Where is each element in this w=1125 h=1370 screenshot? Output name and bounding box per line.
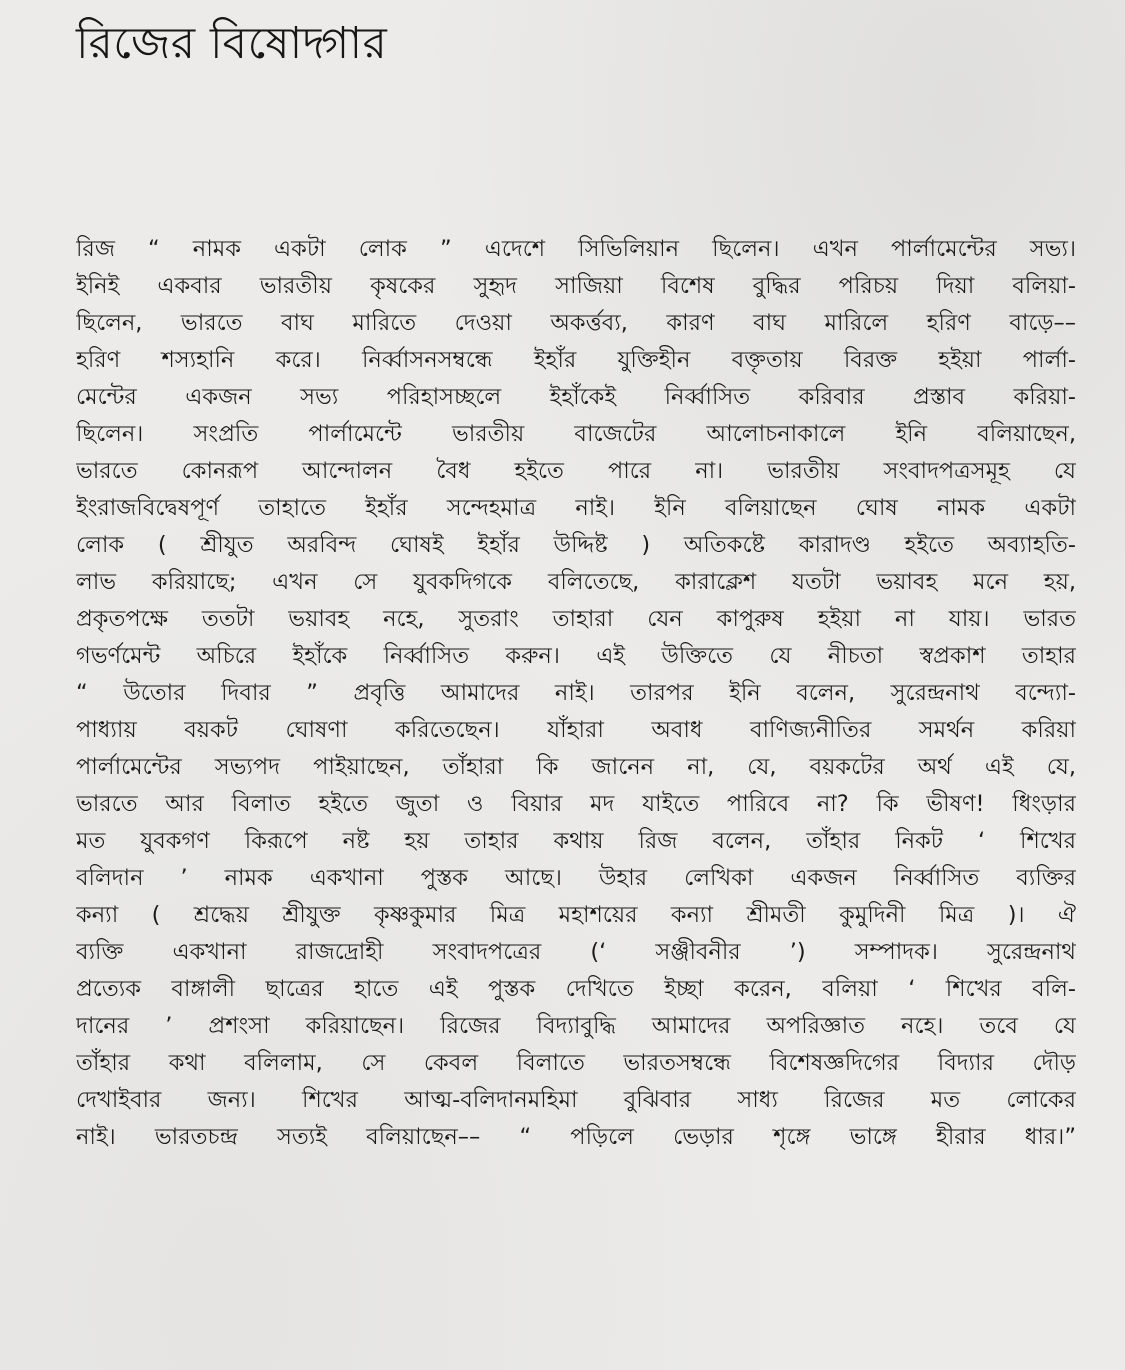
text-line: পাধ্যায় বয়কট ঘোষণা করিতেছেন। যাঁহারা অবাধ বাণিজ্যনীতির সমর্থন করিয়া — [76, 717, 1076, 743]
text-line: ব্যক্তি একখানা রাজদ্রোহী সংবাদপত্রের (‘ সঞ্জীবনীর ’) সম্পাদক। সুরেন্দ্রনাথ — [76, 939, 1076, 965]
text-line: মত যুবকগণ কিরূপে নষ্ট হয় তাহার কথায় রিজ বলেন, তাঁহার নিকট ‘ শিখের — [76, 828, 1076, 854]
page-title: রিজের বিষোদ্গার — [76, 18, 388, 69]
text-line: ইনিই একবার ভারতীয় কৃষকের সুহৃদ সাজিয়া বিশেষ বুদ্ধির পরিচয় দিয়া বলিয়া- — [76, 273, 1076, 299]
text-line: বলিদান ’ নামক একখানা পুস্তক আছে। উহার লেখিকা একজন নির্ব্বাসিত ব্যক্তির — [76, 865, 1076, 891]
text-line: তাঁহার কথা বলিলাম, সে কেবল বিলাতে ভারতসম্বন্ধে বিশেষজ্ঞদিগের বিদ্যার দৌড় — [76, 1050, 1076, 1076]
text-line: রিজ “ নামক একটা লোক ” এদেশে সিভিলিয়ান ছিলেন। এখন পার্লামেন্টের সভ্য। — [76, 236, 1076, 262]
text-line: কন্যা ( শ্রদ্ধেয় শ্রীযুক্ত কৃষ্ণকুমার মিত্র মহাশয়ের কন্যা শ্রীমতী কুমুদিনী মিত্র )। ঐ — [76, 902, 1076, 928]
text-line: পার্লামেন্টের সভ্যপদ পাইয়াছেন, তাঁহারা কি জানেন না, যে, বয়কটের অর্থ এই যে, — [76, 754, 1076, 780]
text-line: ভারতে কোনরূপ আন্দোলন বৈধ হইতে পারে না। ভারতীয় সংবাদপত্রসমূহ যে — [76, 458, 1076, 484]
text-line: দানের ’ প্রশংসা করিয়াছেন। রিজের বিদ্যাবুদ্ধি আমাদের অপরিজ্ঞাত নহে। তবে যে — [76, 1013, 1076, 1039]
text-line: ছিলেন, ভারতে বাঘ মারিতে দেওয়া অকর্ত্তব্য, কারণ বাঘ মারিলে হরিণ বাড়ে–– — [76, 310, 1076, 336]
body-text — [76, 231, 1076, 1156]
text-line: গভর্ণমেন্ট অচিরে ইহাঁকে নির্ব্বাসিত করুন। এই উক্তিতে যে নীচতা স্বপ্রকাশ তাহার — [76, 643, 1076, 669]
text-line: ভারতে আর বিলাত হইতে জুতা ও বিয়ার মদ যাইতে পারিবে না? কি ভীষণ! ধিংড়ার — [76, 791, 1076, 817]
text-line: প্রত্যেক বাঙ্গালী ছাত্রের হাতে এই পুস্তক দেখিতে ইচ্ছা করেন, বলিয়া ‘ শিখের বলি- — [76, 976, 1076, 1002]
text-line: দেখাইবার জন্য। শিখের আত্ম-বলিদানমহিমা বুঝিবার সাধ্য রিজের মত লোকের — [76, 1087, 1076, 1113]
text-line: ইংরাজবিদ্বেষপূর্ণ তাহাতে ইহাঁর সন্দেহমাত্র নাই। ইনি বলিয়াছেন ঘোষ নামক একটা — [76, 495, 1076, 521]
text-line: লোক ( শ্রীযুত অরবিন্দ ঘোষই ইহাঁর উদ্দিষ্ট ) অতিকষ্টে কারাদণ্ড হইতে অব্যাহতি- — [76, 532, 1076, 558]
text-line: ছিলেন। সংপ্রতি পার্লামেন্টে ভারতীয় বাজেটের আলোচনাকালে ইনি বলিয়াছেন, — [76, 421, 1076, 447]
text-line: মেন্টের একজন সভ্য পরিহাসচ্ছলে ইহাঁকেই নির্ব্বাসিত করিবার প্রস্তাব করিয়া- — [76, 384, 1076, 410]
text-line: “ উতোর দিবার ” প্রবৃত্তি আমাদের নাই। তারপর ইনি বলেন, সুরেন্দ্রনাথ বন্দ্যো- — [76, 680, 1076, 706]
text-line: হরিণ শস্যহানি করে। নির্ব্বাসনসম্বন্ধে ইহাঁর যুক্তিহীন বক্তৃতায় বিরক্ত হইয়া পার্লা- — [76, 347, 1076, 373]
text-line: প্রকৃতপক্ষে ততটা ভয়াবহ নহে, সুতরাং তাহারা যেন কাপুরুষ হইয়া না যায়। ভারত — [76, 606, 1076, 632]
text-line: নাই। ভারতচন্দ্র সত্যই বলিয়াছেন–– “ পড়িলে ভেড়ার শৃঙ্গে ভাঙ্গে হীরার ধার।” — [76, 1124, 1076, 1150]
text-line: লাভ করিয়াছে; এখন সে যুবকদিগকে বলিতেছে, কারাক্লেশ যতটা ভয়াবহ মনে হয়, — [76, 569, 1076, 595]
